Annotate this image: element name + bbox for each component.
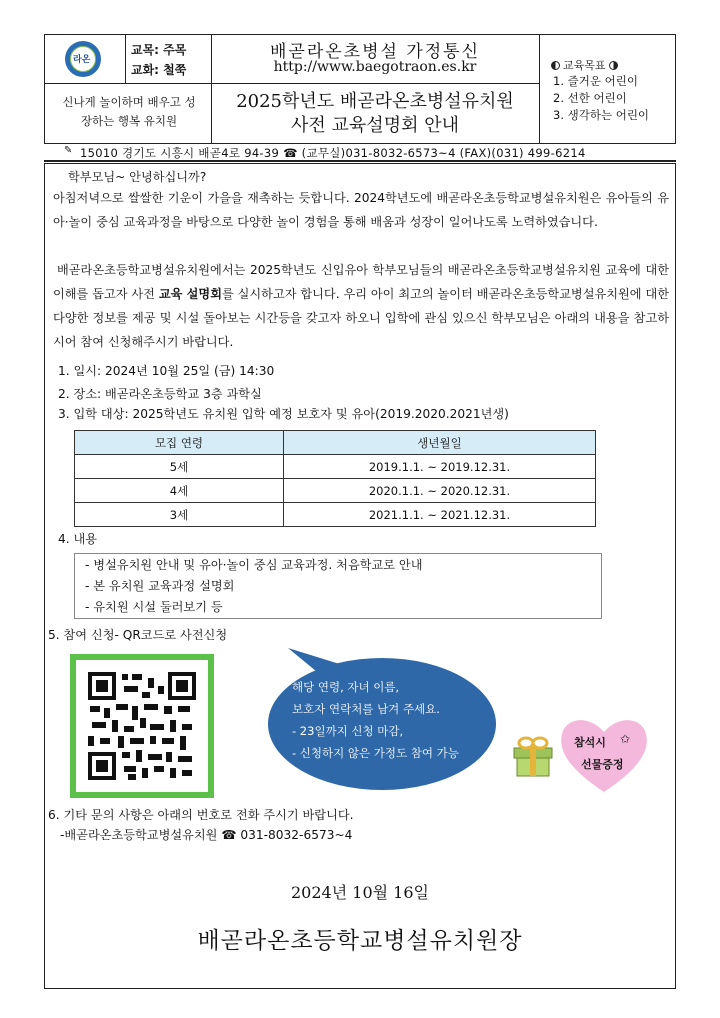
table-cell-birth: 2020.1.1. ~ 2020.12.31.	[284, 479, 596, 503]
sparkle-icon: ✩	[620, 732, 631, 746]
header-table	[44, 34, 676, 144]
address-bar	[44, 144, 676, 162]
table-cell-birth: 2021.1.1. ~ 2021.12.31.	[284, 503, 596, 527]
newsletter-title: 배곧라온초병설 가정통신	[269, 42, 481, 62]
address-icon: ✎	[64, 145, 73, 156]
address-line: 15010 경기도 시흥시 배곧4로 94-39 ☎ (교무실)031-8032-6573~4 (FAX)(031) 499-6214	[80, 146, 586, 160]
heart-text-line1: 참석시	[574, 736, 606, 749]
eligibility-table	[74, 430, 596, 527]
school-url[interactable]: http://www.baegotraon.es.kr	[273, 59, 477, 75]
list-item: - 유치원 시설 둘러보기 등	[85, 600, 223, 614]
item-apply: 5. 참여 신청- QR코드로 사전신청	[48, 628, 228, 642]
bubble-line: - 23일까지 신청 마감,	[292, 724, 404, 738]
item-target: 3. 입학 대상: 2025학년도 유치원 입학 예정 보호자 및 유아(2019.2020.2021년생)	[58, 407, 509, 421]
bubble-line: 해당 연령, 자녀 이름,	[292, 680, 400, 694]
table-row	[75, 503, 596, 527]
goal-circle-icon	[609, 61, 618, 70]
event-paragraph-text: 배곧라온초등학교병설유치원에서는 2025학년도 신입유아 학부모님들의 배곧라온초등학교병설유치원 교육에 대한 이해를 돕고자 사전	[53, 263, 669, 301]
qr-pattern-icon	[88, 672, 196, 780]
table-row	[75, 479, 596, 503]
table-cell-age: 4세	[75, 479, 284, 503]
item-content: 4. 내용	[58, 532, 98, 546]
table-header-row	[75, 431, 596, 455]
goals-title-text: 교육목표	[563, 59, 606, 72]
event-paragraph	[53, 258, 669, 354]
greeting: 학부모님~ 안녕하십니까?	[68, 170, 207, 184]
event-paragraph-bold: 교육 설명회	[158, 287, 222, 301]
table-header-age: 모집 연령	[75, 431, 284, 455]
school-tree: 교목: 주목	[131, 43, 187, 57]
issue-date: 2024년 10월 16일	[291, 883, 429, 902]
content-list-box	[74, 553, 602, 619]
logo-text: 라온	[73, 55, 91, 65]
bubble-line: 보호자 연락처를 남겨 주세요.	[292, 702, 440, 716]
school-logo	[65, 41, 101, 77]
bubble-line: - 신청하지 않은 가정도 참여 가능	[292, 746, 459, 760]
gift-box-icon	[510, 732, 556, 778]
table-row	[75, 455, 596, 479]
principal-signature: 배곧라온초등학교병설유치원장	[197, 928, 523, 954]
table-cell-age: 5세	[75, 455, 284, 479]
school-motto: 신나게 놀이하며 배우고 성장하는 행복 유치원	[62, 95, 196, 128]
intro-paragraph: 아침저녁으로 쌀쌀한 기운이 가을을 재촉하는 듯합니다. 2024학년도에 배곧라온초등학교병설유치원은 유아들의 유아·놀이 중심 교육과정을 바탕으로 다양한 놀이 경험을 통해 배움과 성장이 일어나도록 노력하였습니다.	[53, 191, 669, 229]
item-date: 1. 일시: 2024년 10월 25일 (금) 14:30	[58, 364, 275, 378]
goal-item: 1. 즐거운 어린이	[553, 74, 638, 88]
table-cell-age: 3세	[75, 503, 284, 527]
item-inquiry: 6. 기타 문의 사항은 아래의 번호로 전화 주시기 바랍니다.	[48, 808, 354, 822]
table-header-birth: 생년월일	[284, 431, 596, 455]
school-flower: 교화: 철쭉	[131, 63, 187, 77]
goal-item: 3. 생각하는 어린이	[553, 108, 650, 122]
document-title-line1: 2025학년도 배곧라온초병설유치원	[236, 91, 514, 112]
event-paragraph-text-2: 를 실시하고자 합니다. 우리 아이 최고의 놀이터 배곧라온초등학교병설유치원에 대한 다양한 정보를 제공 및 시설 돌아보는 시간등을 갖고자 하오니 입학에 관심 있으신 학부모님은 아래의 내용을 참고하시어 참여 신청해주시기 바랍니다.	[53, 287, 669, 349]
goal-item: 2. 선한 어린이	[553, 91, 627, 105]
qr-code[interactable]	[70, 654, 214, 798]
list-item: - 본 유치원 교육과정 설명회	[85, 579, 235, 593]
heart-icon	[558, 712, 650, 794]
goal-circle-icon	[551, 61, 560, 70]
table-cell-birth: 2019.1.1. ~ 2019.12.31.	[284, 455, 596, 479]
list-item: - 병설유치원 안내 및 유아·놀이 중심 교육과정. 처음학교로 안내	[85, 558, 423, 572]
item-place: 2. 장소: 배곧라온초등학교 3층 과학실	[58, 387, 262, 401]
document-title-line2: 사전 교육설명회 안내	[291, 115, 459, 136]
goals-title	[551, 57, 621, 73]
heart-text-line2: 선물증정	[581, 758, 624, 771]
contact-line: -배곧라온초등학교병설유치원 ☎ 031-8032-6573~4	[60, 828, 353, 842]
